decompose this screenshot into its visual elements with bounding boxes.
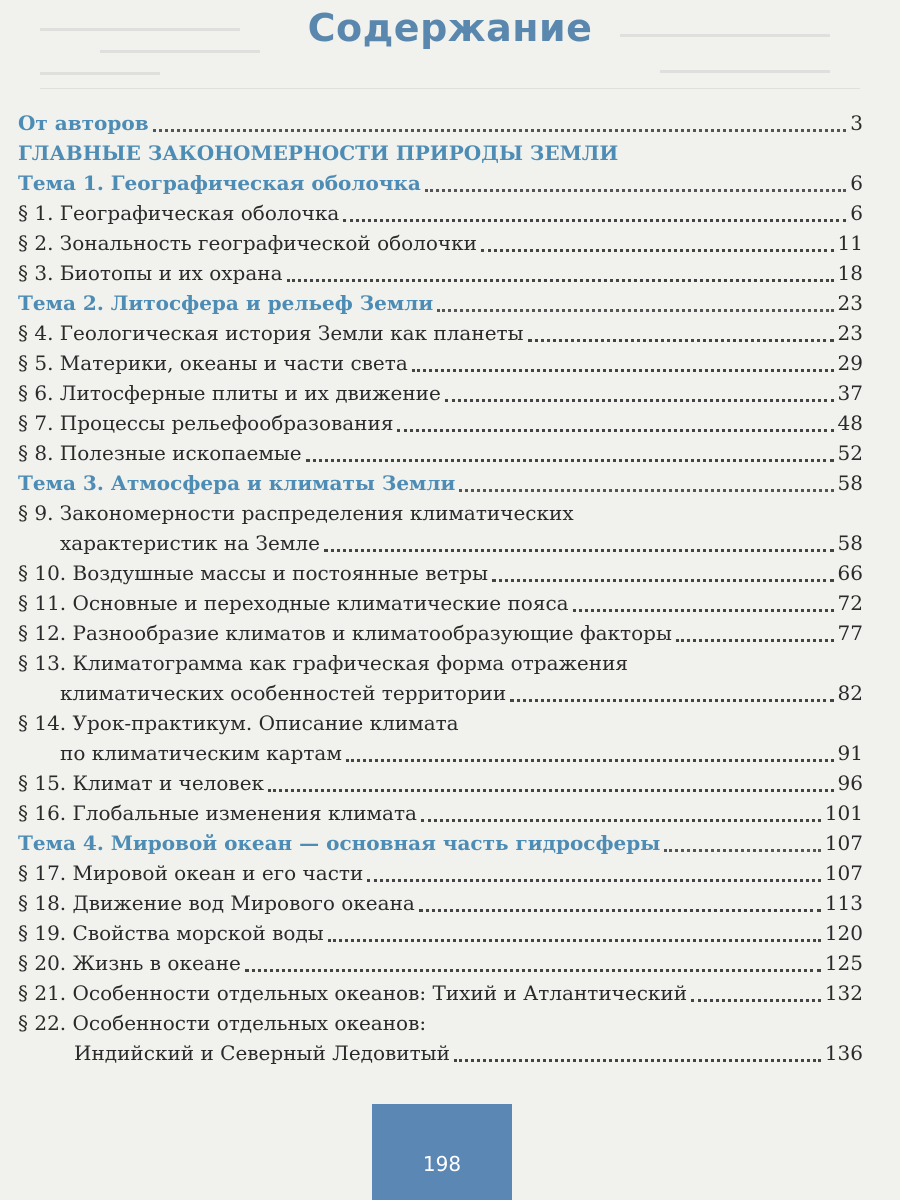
dot-leader <box>676 639 834 642</box>
toc-page-number: 132 <box>824 981 863 1005</box>
toc-entry-label: § 8. Полезные ископаемые <box>18 441 302 465</box>
toc-paragraph-10[interactable] <box>18 558 863 588</box>
dot-leader <box>421 819 821 822</box>
dot-leader <box>481 249 834 252</box>
toc-entry-label: § 19. Свойства морской воды <box>18 921 324 945</box>
toc-entry-label: § 15. Климат и человек <box>18 771 265 795</box>
dot-leader <box>346 759 834 762</box>
page-number: 198 <box>422 1152 462 1176</box>
toc-page-number: 58 <box>837 471 863 495</box>
dot-leader <box>425 189 846 192</box>
toc-part-heading: ГЛАВНЫЕ ЗАКОНОМЕРНОСТИ ПРИРОДЫ ЗЕМЛИ <box>18 141 619 165</box>
toc-page-number: 101 <box>824 801 863 825</box>
dot-leader <box>287 279 834 282</box>
page-title: Содержание <box>307 6 593 50</box>
table-of-contents <box>18 108 863 1068</box>
toc-entry-label: От авторов <box>18 111 149 135</box>
toc-page-number: 107 <box>824 861 863 885</box>
toc-topic-3[interactable] <box>18 468 863 498</box>
toc-page-number: 23 <box>837 291 863 315</box>
toc-page-number: 82 <box>837 681 863 705</box>
dot-leader <box>437 309 833 312</box>
toc-paragraph-7[interactable] <box>18 408 863 438</box>
toc-page-number: 136 <box>824 1041 863 1065</box>
toc-page-number: 58 <box>837 531 863 555</box>
toc-paragraph-13[interactable] <box>18 678 863 708</box>
dot-leader <box>510 699 833 702</box>
dot-leader <box>268 789 834 792</box>
toc-paragraph-18[interactable] <box>18 888 863 918</box>
dot-leader <box>328 939 821 942</box>
toc-entry-label: § 6. Литосферные плиты и их движение <box>18 381 441 405</box>
toc-paragraph-14-line1[interactable]: § 14. Урок-практикум. Описание климата <box>18 711 459 735</box>
toc-page-number: 11 <box>837 231 863 255</box>
toc-entry-label: § 18. Движение вод Мирового океана <box>18 891 415 915</box>
dot-leader <box>412 369 834 372</box>
dot-leader <box>459 489 833 492</box>
dot-leader <box>343 219 846 222</box>
toc-paragraph-21[interactable] <box>18 978 863 1008</box>
toc-paragraph-5[interactable] <box>18 348 863 378</box>
dot-leader <box>324 549 834 552</box>
toc-entry-label: § 7. Процессы рельефообразования <box>18 411 394 435</box>
toc-page-number: 125 <box>824 951 863 975</box>
dot-leader <box>573 609 834 612</box>
toc-page-number: 77 <box>837 621 863 645</box>
toc-entry-label: § 2. Зональность географической оболочки <box>18 231 477 255</box>
toc-page-number: 18 <box>837 261 863 285</box>
toc-paragraph-13-line1[interactable]: § 13. Климатограмма как графическая форма отражения <box>18 651 629 675</box>
toc-entry-label: Тема 1. Географическая оболочка <box>18 171 421 195</box>
toc-page-number: 23 <box>837 321 863 345</box>
dot-leader <box>153 129 847 132</box>
toc-page-number: 52 <box>837 441 863 465</box>
dot-leader <box>419 909 821 912</box>
toc-paragraph-8[interactable] <box>18 438 863 468</box>
toc-topic-2[interactable] <box>18 288 863 318</box>
toc-entry-label: характеристик на Земле <box>60 531 320 555</box>
toc-paragraph-11[interactable] <box>18 588 863 618</box>
toc-page-number: 48 <box>837 411 863 435</box>
toc-page-number: 113 <box>824 891 863 915</box>
dot-leader <box>528 339 834 342</box>
toc-paragraph-4[interactable] <box>18 318 863 348</box>
toc-page-number: 107 <box>824 831 863 855</box>
toc-entry-label: § 3. Биотопы и их охрана <box>18 261 283 285</box>
toc-paragraph-20[interactable] <box>18 948 863 978</box>
toc-entry-label: по климатическим картам <box>60 741 342 765</box>
dot-leader <box>664 849 821 852</box>
toc-page-number: 120 <box>824 921 863 945</box>
toc-page-number: 29 <box>837 351 863 375</box>
dot-leader <box>492 579 833 582</box>
dot-leader <box>445 399 834 402</box>
toc-entry-label: § 12. Разнообразие климатов и климатообразующие факторы <box>18 621 672 645</box>
toc-entry-label: § 21. Особенности отдельных океанов: Тихий и Атлантический <box>18 981 688 1005</box>
dot-leader <box>367 879 821 882</box>
toc-entry-authors[interactable] <box>18 108 863 138</box>
toc-entry-label: Индийский и Северный Ледовитый <box>74 1041 450 1065</box>
toc-paragraph-15[interactable] <box>18 768 863 798</box>
toc-paragraph-9[interactable] <box>18 528 863 558</box>
dot-leader <box>306 459 834 462</box>
toc-page-number: 6 <box>850 171 863 195</box>
toc-topic-1[interactable] <box>18 168 863 198</box>
toc-paragraph-9-line1[interactable]: § 9. Закономерности распределения климатических <box>18 501 574 525</box>
dot-leader <box>454 1059 821 1062</box>
toc-entry-label: § 4. Геологическая история Земли как планеты <box>18 321 524 345</box>
toc-paragraph-22[interactable] <box>18 1038 863 1068</box>
toc-page-number: 6 <box>850 201 863 225</box>
toc-entry-label: § 20. Жизнь в океане <box>18 951 241 975</box>
dot-leader <box>691 999 821 1002</box>
toc-page-number: 66 <box>837 561 863 585</box>
toc-entry-label: § 10. Воздушные массы и постоянные ветры <box>18 561 489 585</box>
toc-page-number: 72 <box>837 591 863 615</box>
toc-entry-label: § 16. Глобальные изменения климата <box>18 801 417 825</box>
toc-page-number: 37 <box>837 381 863 405</box>
toc-page-number: 3 <box>850 111 863 135</box>
toc-paragraph-14[interactable] <box>18 738 863 768</box>
toc-paragraph-2[interactable] <box>18 228 863 258</box>
toc-entry-label: § 1. Географическая оболочка <box>18 201 340 225</box>
toc-paragraph-17[interactable] <box>18 858 863 888</box>
toc-entry-label: Тема 4. Мировой океан — основная часть гидросферы <box>18 831 661 855</box>
toc-entry-label: § 5. Материки, океаны и части света <box>18 351 408 375</box>
toc-paragraph-22-line1[interactable]: § 22. Особенности отдельных океанов: <box>18 1011 427 1035</box>
toc-paragraph-3[interactable] <box>18 258 863 288</box>
toc-paragraph-12[interactable] <box>18 618 863 648</box>
toc-entry-label: § 11. Основные и переходные климатические пояса <box>18 591 569 615</box>
toc-paragraph-16[interactable] <box>18 798 863 828</box>
toc-entry-label: Тема 2. Литосфера и рельеф Земли <box>18 291 434 315</box>
toc-paragraph-1[interactable] <box>18 198 863 228</box>
toc-paragraph-6[interactable] <box>18 378 863 408</box>
toc-paragraph-19[interactable] <box>18 918 863 948</box>
toc-topic-4[interactable] <box>18 828 863 858</box>
toc-entry-label: Тема 3. Атмосфера и климаты Земли <box>18 471 456 495</box>
toc-page-number: 96 <box>837 771 863 795</box>
dot-leader <box>397 429 833 432</box>
toc-entry-label: климатических особенностей территории <box>60 681 507 705</box>
dot-leader <box>245 969 821 972</box>
toc-page-number: 91 <box>837 741 863 765</box>
toc-entry-label: § 17. Мировой океан и его части <box>18 861 364 885</box>
